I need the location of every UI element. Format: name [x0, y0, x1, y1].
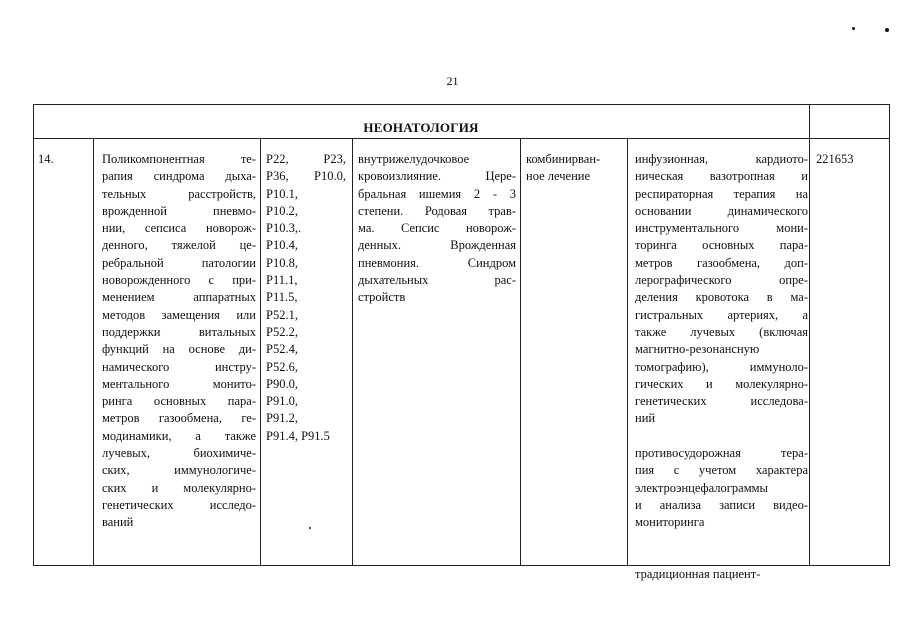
- text-line: дыхательных рас-: [358, 273, 516, 288]
- text-line: тельных расстройств,: [102, 186, 256, 201]
- text-line: метров газообмена, ге-: [102, 411, 256, 426]
- text-line: торинга основных пара-: [635, 238, 808, 253]
- text-line: P36, P10.0,: [266, 169, 346, 184]
- text-line: ваний: [102, 515, 134, 530]
- text-line: менением аппаратных: [102, 290, 256, 305]
- text-line: P11.1,: [266, 273, 298, 288]
- text-line: Поликомпонентная те-: [102, 152, 256, 166]
- text-line: электроэнцефалограммы: [635, 480, 768, 495]
- row-number: 14.: [38, 152, 54, 166]
- text-line: денного, тяжелой це-: [102, 238, 256, 253]
- method-block: [635, 445, 808, 531]
- text-line: комбинирван-: [526, 152, 601, 166]
- column-divider: [260, 139, 261, 566]
- text-line: инструментального мони-: [635, 221, 808, 236]
- text-line: P91.4, P91.5: [266, 428, 330, 443]
- text-line: P91.2,: [266, 411, 298, 426]
- text-line: степени. Родовая трав-: [358, 203, 516, 218]
- text-line: ний: [635, 411, 656, 426]
- text-line: традиционная пациент-: [635, 567, 761, 582]
- treatment-method: [635, 151, 808, 583]
- text-line: денных. Врожденная: [358, 238, 516, 253]
- text-line: противосудорожная тера-: [635, 446, 808, 461]
- procedure-code: 221653: [816, 152, 854, 166]
- text-line: ментального монито-: [102, 376, 256, 391]
- method-block: [635, 151, 808, 428]
- text-line: P22, P23,: [266, 152, 346, 166]
- text-line: мониторинга: [635, 515, 705, 530]
- text-line: гических и молекулярно-: [635, 376, 808, 391]
- text-line: внутрижелудочковое: [358, 152, 470, 166]
- text-line: метров газообмена, доп-: [635, 255, 808, 270]
- column-divider: [627, 139, 628, 566]
- text-line: рапия синдрома дыха-: [102, 169, 256, 184]
- text-line: также лучевых (включая: [635, 324, 808, 339]
- text-line: пия с учетом характера: [635, 463, 808, 478]
- text-line: P10.4,: [266, 238, 298, 253]
- text-line: P10.2,: [266, 203, 298, 218]
- icd-codes: [266, 151, 346, 445]
- text-line: ма. Сепсис новорож-: [358, 221, 516, 236]
- treatment-kind: [526, 151, 620, 186]
- text-line: намического инстру-: [102, 359, 256, 374]
- text-line: функций на основе ди-: [102, 342, 256, 357]
- text-line: P10.8,: [266, 255, 298, 270]
- text-line: ских и молекулярно-: [102, 480, 256, 495]
- text-line: P52.1,: [266, 307, 298, 322]
- method-block: [635, 566, 808, 583]
- text-line: ринга основных пара-: [102, 394, 256, 409]
- text-line: магнитно-резонансную: [635, 342, 760, 357]
- diagnosis: [358, 151, 516, 307]
- text-line: P52.2,: [266, 324, 298, 339]
- text-line: ских, иммунологиче-: [102, 463, 256, 478]
- section-header-row: [33, 104, 890, 139]
- text-line: P90.0,: [266, 376, 298, 391]
- text-line: лерографического опре-: [635, 273, 808, 288]
- text-line: P52.6,: [266, 359, 298, 374]
- text-line: врожденной пневмо-: [102, 203, 256, 218]
- text-line: респираторная терапия на: [635, 186, 808, 201]
- text-line: P11.5,: [266, 290, 298, 305]
- text-line: деления кровотока в ма-: [635, 290, 808, 305]
- text-line: гистральных артериях, а: [635, 307, 808, 322]
- text-line: P91.0,: [266, 394, 298, 409]
- text-line: ническая вазотропная и: [635, 169, 808, 184]
- text-line: нии, сепсиса новорож-: [102, 221, 256, 236]
- text-line: поддержки витальных: [102, 324, 256, 339]
- text-line: P10.3,.: [266, 221, 302, 236]
- text-line: основании динамического: [635, 203, 808, 218]
- text-line: генетических исследо-: [102, 497, 256, 512]
- column-divider: [520, 139, 521, 566]
- text-line: P10.1,: [266, 186, 298, 201]
- text-line: инфузионная, кардиото-: [635, 152, 808, 166]
- scan-speck: [885, 28, 889, 32]
- column-divider: [809, 104, 810, 138]
- scan-speck: [852, 27, 855, 30]
- text-line: модинамики, а также: [102, 428, 256, 443]
- column-divider: [809, 139, 810, 566]
- text-line: лучевых, биохимиче-: [102, 446, 256, 461]
- text-line: пневмония. Синдром: [358, 255, 516, 270]
- text-line: ребральной патологии: [102, 255, 256, 270]
- text-line: бральная ишемия 2 - 3: [358, 186, 516, 201]
- text-line: ное лечение: [526, 169, 591, 184]
- text-line: кровоизлияние. Цере-: [358, 169, 516, 184]
- text-line: генетических исследова-: [635, 394, 808, 409]
- treatment-description: [102, 151, 256, 532]
- text-line: P52.4,: [266, 342, 298, 357]
- text-line: стройств: [358, 290, 406, 305]
- text-line: новорожденного с при-: [102, 273, 256, 288]
- page-number: 21: [446, 74, 459, 88]
- column-divider: [352, 139, 353, 566]
- text-line: томографию), иммуноло-: [635, 359, 808, 374]
- section-title: НЕОНАТОЛОГИЯ: [363, 120, 479, 135]
- column-divider: [93, 139, 94, 566]
- text-line: и анализа записи видео-: [635, 497, 808, 512]
- text-line: методов замещения или: [102, 307, 256, 322]
